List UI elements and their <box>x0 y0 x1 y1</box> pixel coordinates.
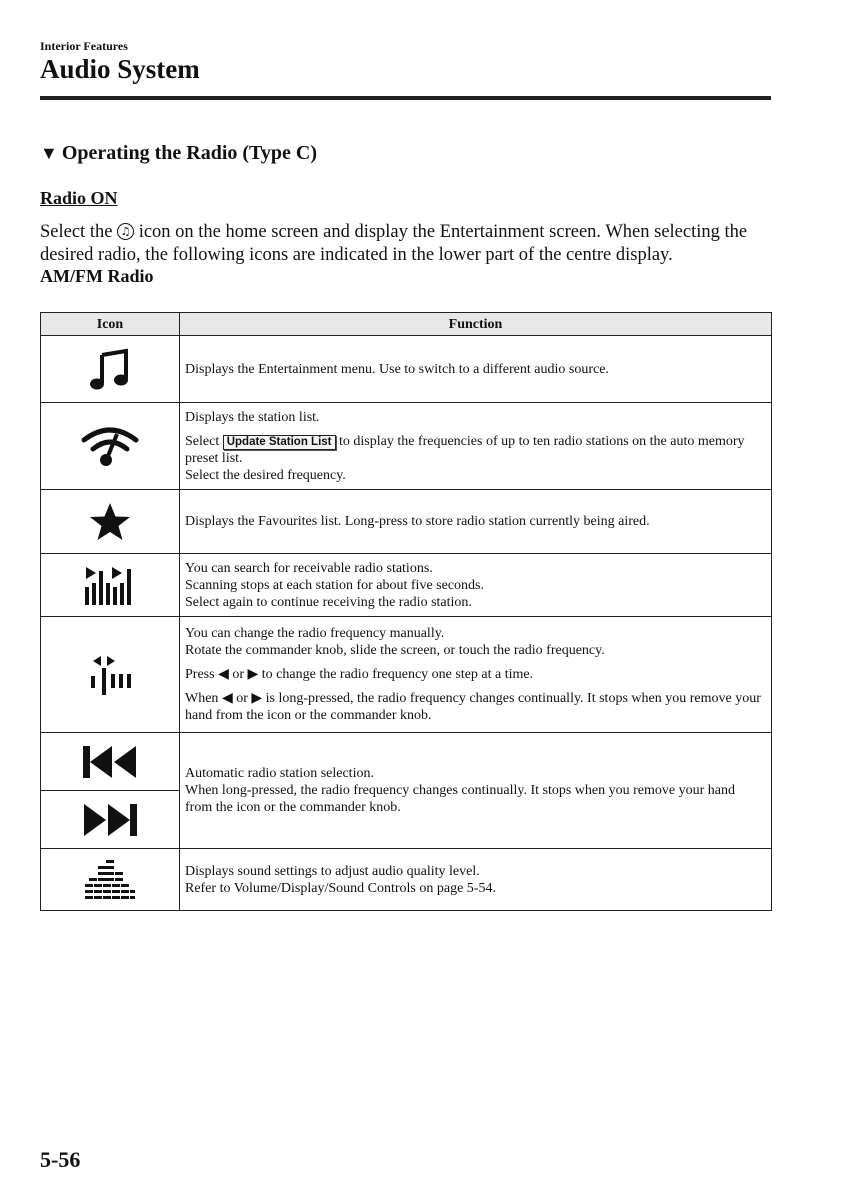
description-line: You can search for receivable radio stations. <box>185 560 433 576</box>
text-fragment: or <box>228 667 248 682</box>
table-row <box>41 733 772 791</box>
function-table <box>40 312 772 911</box>
description-cell <box>180 490 772 554</box>
description-cell <box>180 554 772 617</box>
description-cell <box>180 617 772 733</box>
table-header-row <box>41 313 772 336</box>
description-line: Scanning stops at each station for about five seconds. <box>185 577 484 593</box>
heading-marker: ▼ <box>40 143 58 163</box>
page-number: 5-56 <box>40 1147 81 1172</box>
table-row <box>41 336 772 403</box>
manual-tune-icon <box>88 653 132 697</box>
table-row <box>41 403 772 490</box>
icon-cell <box>41 849 180 911</box>
update-station-list-button: Update Station List <box>223 435 336 450</box>
description-line: Refer to Volume/Display/Sound Controls on page 5-54. <box>185 880 496 896</box>
subheading: Radio ON <box>40 188 118 208</box>
icon-cell <box>41 733 180 791</box>
header-icon: Icon <box>41 313 180 336</box>
description-cell <box>180 336 772 403</box>
page-title: Audio System <box>40 54 200 84</box>
description-line: Displays sound settings to adjust audio quality level. <box>185 863 480 879</box>
table-row <box>41 617 772 733</box>
band-label: AM/FM Radio <box>40 266 154 286</box>
star-icon <box>88 500 132 544</box>
icon-cell <box>41 554 180 617</box>
scan-icon <box>83 563 137 607</box>
text-fragment: or <box>232 691 252 706</box>
icon-cell <box>41 403 180 490</box>
icon-cell <box>41 791 180 849</box>
intro-text-end: icon on the home screen and display the Entertainment screen. When selecting the desired radio, the following icons are indicated in the lower part of the centre display. <box>40 222 748 265</box>
sound-settings-icon <box>85 858 135 902</box>
description-line: You can change the radio frequency manually. <box>185 626 445 641</box>
description-cell <box>180 849 772 911</box>
seek-back-icon <box>80 742 140 782</box>
icon-cell <box>41 617 180 733</box>
text-fragment: When <box>185 691 222 706</box>
right-arrow-icon: ▶ <box>251 690 263 706</box>
text-fragment: to display the frequencies of up to ten radio stations on the auto memory preset list. <box>185 433 745 466</box>
section-label: Interior Features <box>40 39 128 53</box>
description-line: When long-pressed, the radio frequency changes continually. It stops when you remove your hand from the icon or the commander knob. <box>185 783 735 815</box>
description-line <box>185 666 765 683</box>
text-fragment: Select <box>185 433 223 449</box>
text-fragment: to change the radio frequency one step at a time. <box>258 667 534 682</box>
right-arrow-icon: ▶ <box>247 666 259 682</box>
music-note-icon: ♫ <box>117 223 134 240</box>
intro-text-start: Select the <box>40 222 118 242</box>
description-line: Rotate the commander knob, slide the screen, or touch the radio frequency. <box>185 643 605 658</box>
icon-cell <box>41 490 180 554</box>
icon-cell <box>41 336 180 403</box>
intro-paragraph <box>40 221 775 267</box>
radio-signal-icon <box>78 424 142 468</box>
left-arrow-icon: ◀ <box>218 666 229 682</box>
music-note-icon <box>88 347 132 391</box>
description-line: Displays the station list. <box>185 409 320 425</box>
title-divider <box>40 96 771 100</box>
description-cell <box>180 733 772 849</box>
section-heading <box>40 142 317 165</box>
description-line: Select the desired frequency. <box>185 467 346 483</box>
description-line: Displays the Entertainment menu. Use to switch to a different audio source. <box>185 361 609 377</box>
description-line <box>185 433 765 467</box>
description-line: Select again to continue receiving the radio station. <box>185 594 472 610</box>
seek-forward-icon <box>80 800 140 840</box>
description-line: Automatic radio station selection. <box>185 766 374 781</box>
table-row <box>41 849 772 911</box>
table-row <box>41 490 772 554</box>
text-fragment: is long-pressed, the radio frequency changes continually. It stops when you remove your hand from the icon or the commander knob. <box>185 691 761 723</box>
heading-text: Operating the Radio (Type C) <box>61 142 318 164</box>
table-row <box>41 554 772 617</box>
description-line <box>185 690 765 724</box>
text-fragment: Press <box>185 667 219 682</box>
header-function: Function <box>180 313 772 336</box>
description-cell <box>180 403 772 490</box>
left-arrow-icon: ◀ <box>221 690 233 706</box>
description-line: Displays the Favourites list. Long-press to store radio station currently being aired. <box>185 514 650 529</box>
